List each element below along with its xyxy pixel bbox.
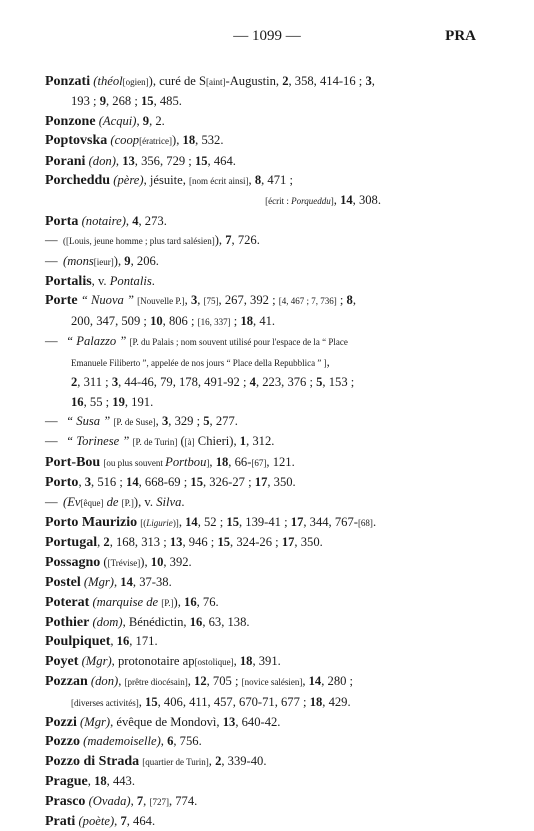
text: [( <box>140 517 147 528</box>
index-list <box>45 72 477 831</box>
volume: 2 <box>71 375 78 390</box>
volume: 13 <box>122 153 135 168</box>
text: , <box>130 793 137 808</box>
text: [écrit : <box>265 196 292 207</box>
text: [prêtre diocésain] <box>124 677 188 688</box>
text: , <box>233 653 240 668</box>
headword: Porto <box>45 475 79 491</box>
volume: 12 <box>194 674 207 689</box>
text: , 267, 392 ; <box>218 293 279 308</box>
headword: Poulpiquet <box>45 634 111 650</box>
entry-porta-mons <box>45 252 477 272</box>
text: [67] <box>251 457 267 468</box>
text: , 356, 729 ; <box>134 153 195 168</box>
volume: 3 <box>84 475 92 490</box>
headword: Porani <box>45 153 86 169</box>
text: , 350. <box>267 475 296 490</box>
text: , 392. <box>163 554 192 569</box>
entry-torinese <box>45 432 477 452</box>
volume: 2 <box>282 74 289 88</box>
dash: — <box>45 494 58 509</box>
text: , jésuite, <box>143 173 190 188</box>
text: , 223, 376 ; <box>255 375 317 390</box>
text: , 206. <box>130 253 159 268</box>
text: , <box>302 674 309 689</box>
volume: 14 <box>126 475 139 490</box>
volume: 7 <box>136 793 144 808</box>
headword: Pozzo <box>45 734 80 750</box>
volume: 2 <box>215 753 222 768</box>
headword: Ponzone <box>45 113 96 129</box>
headword: Prasco <box>45 793 86 809</box>
text: [P. de Turin] <box>132 437 178 448</box>
text: , <box>160 734 168 749</box>
text: , <box>97 535 104 550</box>
text: , <box>114 814 121 829</box>
text: ; <box>336 293 347 308</box>
text: , 277. <box>209 413 238 428</box>
text: , 171. <box>129 634 158 649</box>
headword: Pozzo di Strada <box>45 753 140 769</box>
volume: 10 <box>150 313 163 328</box>
entry-porani <box>45 152 477 171</box>
volume: 4 <box>132 213 139 228</box>
entry-porta-louis <box>45 231 477 251</box>
text: . <box>181 494 185 509</box>
text: , <box>115 153 123 168</box>
volume: 18 <box>240 313 254 328</box>
text: , 668-69 ; <box>138 475 191 490</box>
entry-ponzati-cont <box>45 92 477 111</box>
text: , <box>138 694 146 709</box>
text: (Mgr) <box>83 575 114 590</box>
text: [ératrice] <box>139 136 173 147</box>
text: 200, 347, 509 ; <box>71 313 151 328</box>
volume: 13 <box>169 535 183 550</box>
text: , <box>143 793 150 808</box>
text: , 168, 313 ; <box>109 535 170 550</box>
text: ), v. <box>133 494 157 509</box>
volume: 8 <box>254 173 262 188</box>
text: [nom écrit ainsi] <box>189 176 249 187</box>
text: , 391. <box>252 653 281 668</box>
entry-ponzone <box>45 112 477 131</box>
headword: Portalis <box>45 274 92 290</box>
text: [P. du Palais ; nom souvent utilisé pour l'espace de la “ Place <box>129 337 348 348</box>
text: , <box>110 634 117 649</box>
text: , 2. <box>149 113 165 128</box>
headword: Porto Maurizio <box>45 514 138 530</box>
text: , 344, 767- <box>303 514 358 529</box>
volume: 9 <box>124 253 131 268</box>
text: , protonotaire ap <box>111 653 195 668</box>
text: , 806 ; <box>162 313 198 328</box>
text: [727] <box>149 796 169 807</box>
text: ), <box>172 133 183 148</box>
entry-porte-nuova <box>45 291 477 311</box>
text: , <box>184 293 191 308</box>
volume: 15 <box>217 535 231 550</box>
entry-palazzo-cont3 <box>45 393 477 412</box>
text: ), <box>214 233 226 248</box>
volume: 5 <box>316 375 323 390</box>
text: , 324-26 ; <box>230 535 282 550</box>
text: (Ovada) <box>88 793 131 808</box>
entry-pozzi <box>45 713 477 732</box>
text: 193 ; <box>71 94 100 109</box>
page-header <box>0 28 534 50</box>
text: [quartier de Turin] <box>142 756 209 767</box>
text: , 471 ; <box>261 173 293 188</box>
text: , 312. <box>246 434 275 449</box>
text: . <box>151 274 155 289</box>
entry-postel <box>45 573 477 592</box>
text: [P. de Suse] <box>113 416 156 427</box>
text: , 55 ; <box>83 394 113 409</box>
text: , 37-38. <box>132 575 172 590</box>
text: , 153 ; <box>322 375 355 390</box>
text: , 429. <box>322 694 351 709</box>
text: , 406, 411, 457, 670-71, 677 ; <box>157 694 310 709</box>
text: [4, 467 ; 7, 736] <box>278 296 337 307</box>
text: [16, 337] <box>197 316 231 327</box>
text: “ Palazzo ” <box>66 334 127 349</box>
volume: 14 <box>185 514 198 529</box>
text: , 358, 414-16 ; <box>288 74 366 88</box>
text: (mademoiselle) <box>83 734 161 749</box>
volume: 2 <box>103 535 110 550</box>
entry-pozzo-di-strada <box>45 752 477 772</box>
volume: 16 <box>71 394 84 409</box>
text: , <box>352 293 356 308</box>
text: ( <box>177 434 185 449</box>
volume: 3 <box>161 413 169 428</box>
entry-pothier <box>45 613 477 632</box>
entry-prati <box>45 812 477 831</box>
entry-pozzan <box>45 672 477 692</box>
text: , 280 ; <box>321 674 354 689</box>
text: )] <box>172 517 179 528</box>
text: “ Torinese ” <box>66 434 130 449</box>
headword: Postel <box>45 575 81 591</box>
volume: 6 <box>167 734 174 749</box>
volume: 18 <box>215 454 229 469</box>
headword: Porte <box>45 293 78 309</box>
page-number: — 1099 — <box>233 28 301 44</box>
volume: 15 <box>190 475 203 490</box>
volume: 16 <box>184 594 197 609</box>
text: , <box>371 74 375 88</box>
text: [ogien] <box>122 77 149 87</box>
volume: 18 <box>182 133 196 148</box>
entry-poptovska <box>45 131 477 151</box>
volume: 17 <box>281 535 295 550</box>
text: , <box>114 575 121 590</box>
text: . <box>372 514 377 529</box>
text: -Augustin, <box>225 74 283 88</box>
text: (théol <box>93 74 123 88</box>
headword: Porta <box>45 213 79 229</box>
text: (don) <box>90 674 119 689</box>
text: (dom) <box>92 614 123 629</box>
text: ), curé de S <box>148 74 207 88</box>
entry-portalis <box>45 272 477 291</box>
text: (Ev <box>63 494 81 509</box>
volume: 7 <box>225 233 232 248</box>
text: , 464. <box>207 153 236 168</box>
headword: Poptovska <box>45 133 108 149</box>
headword: Prati <box>45 814 76 830</box>
entry-ponzati <box>45 72 477 92</box>
text: , 311 ; <box>77 375 112 390</box>
text: [à] <box>184 437 195 448</box>
text: , <box>155 413 162 428</box>
text: , 63, 138. <box>202 614 250 629</box>
volume: 8 <box>346 293 353 308</box>
text: Emanuele Filiberto ”, appelée de nos jours “ Place della Repubblica ” ] <box>71 357 327 368</box>
entry-pozzan-cont <box>45 693 477 713</box>
entry-palazzo-cont2 <box>45 373 477 392</box>
entry-prague <box>45 772 477 791</box>
entry-port-bou <box>45 453 477 473</box>
text: , 640-42. <box>235 715 281 729</box>
text: Ligurie <box>146 517 173 528</box>
volume: 7 <box>120 814 127 829</box>
dash: — <box>45 253 58 268</box>
text: , 139-41 ; <box>238 514 291 529</box>
text: Porqueddu <box>291 196 331 207</box>
text: ] <box>330 196 334 207</box>
volume: 14 <box>340 193 353 208</box>
headword: Pozzi <box>45 715 77 730</box>
text: , 44-46, 79, 178, 491-92 ; <box>118 375 250 390</box>
text: , <box>78 475 85 490</box>
text: , <box>125 213 133 228</box>
text: ), <box>140 554 151 569</box>
text: , 326-27 ; <box>202 475 255 490</box>
text: , <box>178 514 186 529</box>
volume: 5 <box>203 413 210 428</box>
text: Pontalis <box>109 274 152 289</box>
running-head: PRA <box>445 28 476 44</box>
volume: 10 <box>150 554 164 569</box>
volume: 15 <box>194 153 208 168</box>
volume: 3 <box>190 293 198 308</box>
headword: Port-Bou <box>45 454 101 470</box>
entry-porto-ev <box>45 493 477 513</box>
text: , Bénédictin, <box>122 614 190 629</box>
volume: 17 <box>254 475 268 490</box>
dash: — <box>45 413 58 428</box>
text: , 946 ; <box>182 535 218 550</box>
entry-poyet <box>45 652 477 672</box>
volume: 16 <box>189 614 203 629</box>
volume: 13 <box>222 715 236 729</box>
text: (marquise de <box>92 594 162 609</box>
entry-possagno <box>45 553 477 573</box>
text: , évêque de Mondovì, <box>110 715 223 729</box>
text: (mons <box>63 253 94 268</box>
text: [ou plus souvent <box>103 457 166 468</box>
volume: 3 <box>111 375 119 390</box>
text: (Mgr) <box>81 653 112 668</box>
text: [P.] <box>121 497 134 508</box>
volume: 14 <box>308 674 322 689</box>
text: (don) <box>88 153 116 168</box>
text: [ieur] <box>93 256 114 267</box>
text: , 52 ; <box>197 514 227 529</box>
headword: Portugal <box>45 535 98 551</box>
text: ] <box>206 457 210 468</box>
volume: 16 <box>116 634 130 649</box>
text: [Nouvelle P.] <box>137 296 185 307</box>
text: , 273. <box>138 213 167 228</box>
text: [novice salésien] <box>241 677 303 688</box>
text: , 76. <box>196 594 219 609</box>
entry-porta <box>45 212 477 231</box>
volume: 15 <box>226 514 239 529</box>
volume: 19 <box>112 394 125 409</box>
headword: Possagno <box>45 554 101 570</box>
text: Silva <box>156 494 182 509</box>
text: , 443. <box>106 774 135 789</box>
text: , <box>208 753 216 768</box>
text: (Mgr) <box>80 715 111 729</box>
headword: Porcheddu <box>45 173 111 189</box>
headword: Poyet <box>45 653 79 669</box>
text: ( <box>103 554 108 569</box>
volume: 9 <box>142 113 150 128</box>
text: ), <box>113 253 125 268</box>
text: Portbou <box>165 454 207 469</box>
volume: 9 <box>99 94 106 109</box>
text: , <box>197 293 204 308</box>
text: [P.] <box>161 597 174 608</box>
entry-porcheddu-cont <box>45 191 477 211</box>
text: , 121. <box>266 454 295 469</box>
volume: 1 <box>239 434 247 449</box>
text: ; <box>230 313 241 328</box>
text: , 726. <box>231 233 260 248</box>
volume: 17 <box>290 514 304 529</box>
text: [ostolique] <box>194 656 234 667</box>
text: , 516 ; <box>91 475 127 490</box>
text: Chieri), <box>194 434 240 449</box>
text: ), <box>173 594 185 609</box>
dash: — <box>45 334 58 349</box>
text: (Acqui) <box>98 113 137 128</box>
text: , <box>209 454 216 469</box>
entry-porto <box>45 473 477 492</box>
text: , v. <box>91 274 110 289</box>
text: [aint] <box>206 77 226 87</box>
headword: Poterat <box>45 594 90 610</box>
volume: 18 <box>309 694 323 709</box>
text: , <box>118 674 125 689</box>
headword: Ponzati <box>45 74 91 89</box>
volume: 18 <box>94 774 107 789</box>
text: (notaire) <box>81 213 126 228</box>
text: , <box>136 113 143 128</box>
entry-porte-nuova-cont <box>45 312 477 332</box>
text: , 339-40. <box>221 753 267 768</box>
text: de <box>103 494 122 509</box>
volume: 15 <box>145 694 158 709</box>
dash: — <box>45 233 58 248</box>
entry-palazzo-cont <box>45 353 477 373</box>
headword: Pothier <box>45 614 90 630</box>
text: , <box>326 354 330 369</box>
entry-porto-maurizio <box>45 513 477 533</box>
volume: 14 <box>120 575 133 590</box>
entry-palazzo <box>45 332 477 352</box>
headword: Prague <box>45 774 88 790</box>
entry-porcheddu <box>45 171 477 191</box>
text: , <box>333 193 341 208</box>
volume: 3 <box>365 74 372 88</box>
text: , <box>187 674 195 689</box>
text: (poète) <box>78 814 115 829</box>
text: “ Nuova ” <box>80 293 134 308</box>
text: , 268 ; <box>105 94 141 109</box>
text: , 191. <box>124 394 154 409</box>
text: [diverses activités] <box>71 697 139 708</box>
text: , 66- <box>228 454 252 469</box>
entry-portugal <box>45 533 477 552</box>
text: , 705 ; <box>206 674 242 689</box>
text: , 532. <box>195 133 224 148</box>
dash: — <box>45 434 58 449</box>
text: [Trévise] <box>107 557 141 568</box>
text: ([Louis, jeune homme ; plus tard salésien] <box>63 236 215 247</box>
text: (coop <box>110 133 140 148</box>
text: , <box>87 774 95 789</box>
text: [68] <box>357 517 373 528</box>
text: [êque] <box>80 497 104 508</box>
entry-susa <box>45 412 477 432</box>
text: , 308. <box>352 193 381 208</box>
text: , <box>248 173 255 188</box>
entry-pozzo <box>45 732 477 751</box>
volume: 18 <box>239 653 253 668</box>
text: , 774. <box>168 793 198 808</box>
volume: 15 <box>140 94 154 109</box>
text: , 756. <box>173 734 202 749</box>
headword: Pozzan <box>45 674 88 690</box>
entry-poulpiquet <box>45 632 477 651</box>
text: , 485. <box>153 94 182 109</box>
text: , 41. <box>253 313 276 328</box>
volume: 4 <box>249 375 256 390</box>
text: “ Susa ” <box>66 413 111 428</box>
entry-poterat <box>45 593 477 613</box>
text: , 350. <box>294 535 323 550</box>
text: [75] <box>203 296 219 307</box>
entry-prasco <box>45 792 477 812</box>
text: , 464. <box>126 814 156 829</box>
text: , 329 ; <box>168 413 204 428</box>
text: (père) <box>113 173 144 188</box>
